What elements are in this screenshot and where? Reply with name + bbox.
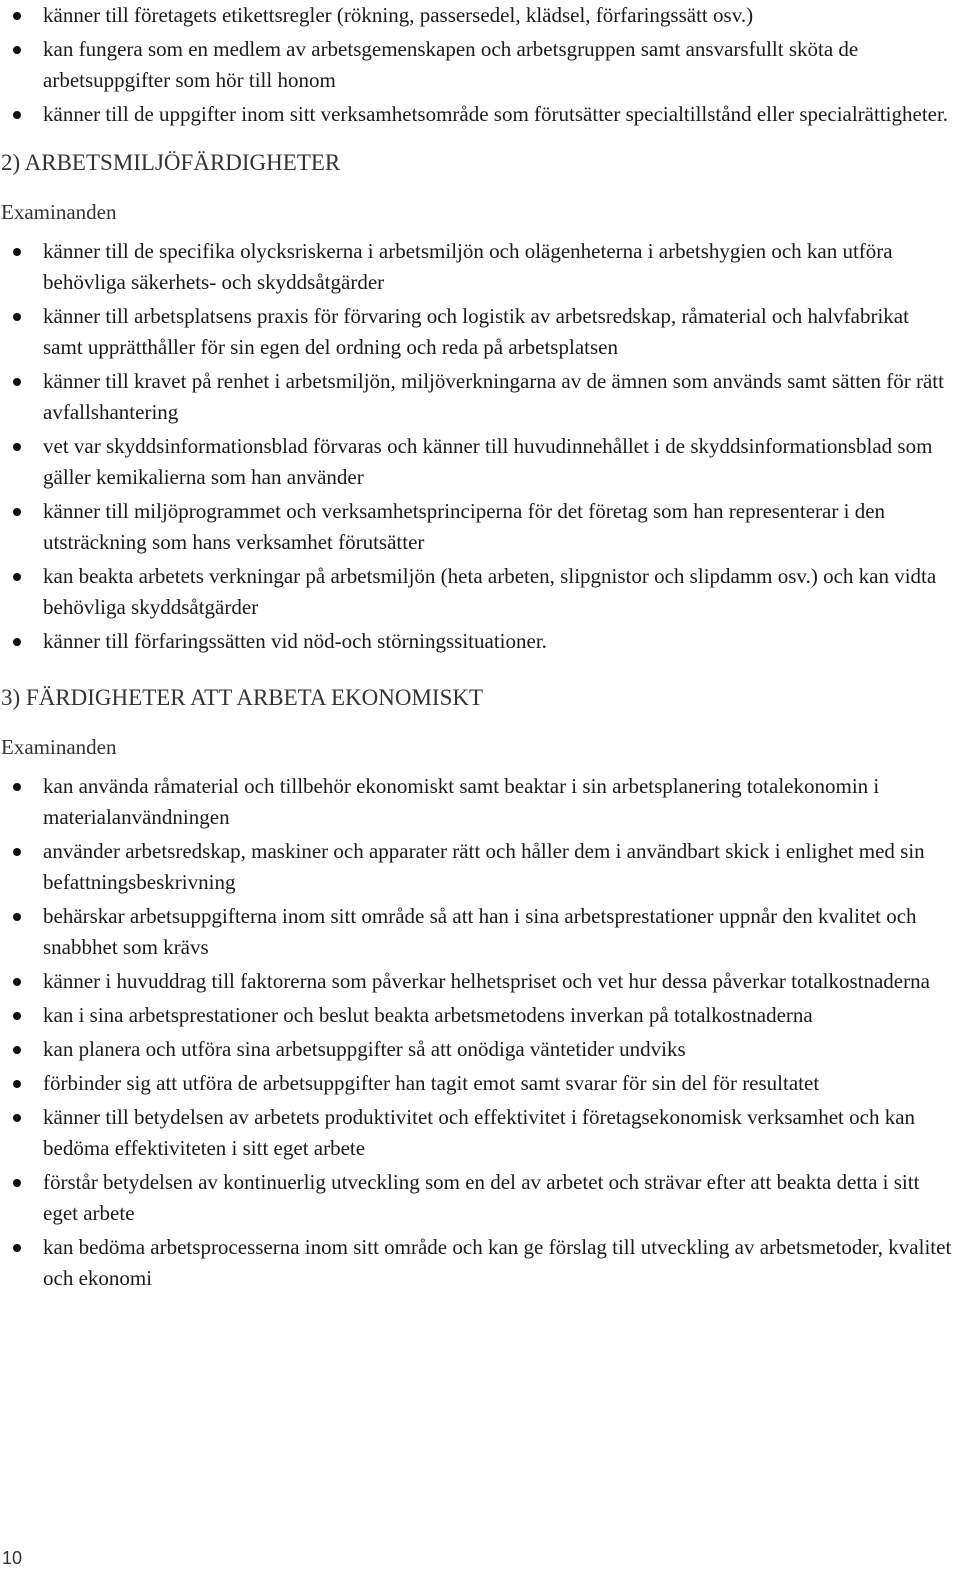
- list-item-text: känner i huvuddrag till faktorerna som påverkar helhetspriset och vet hur dessa påverkar totalkostnaderna: [43, 969, 930, 993]
- list-item-text: använder arbetsredskap, maskiner och apparater rätt och håller dem i användbart skick i enlighet med sin befattningsbeskrivning: [43, 839, 925, 894]
- bullet-icon: [13, 638, 21, 646]
- bullet-icon: [13, 783, 21, 791]
- list-item: [0, 836, 960, 898]
- list-item-text: behärskar arbetsuppgifterna inom sitt område så att han i sina arbetsprestationer uppnår den kvalitet och snabbhet som krävs: [43, 904, 917, 959]
- list-item-text: kan använda råmaterial och tillbehör ekonomiskt samt beaktar i sin arbetsplanering totalekonomin i materialanvändningen: [43, 774, 880, 829]
- list-item-text: känner till företagets etikettsregler (rökning, passersedel, klädsel, förfaringssätt osv.): [43, 3, 754, 27]
- list-item: [0, 0, 960, 31]
- list-item-text: förstår betydelsen av kontinuerlig utveckling som en del av arbetet och strävar efter att beakta detta i sitt eget arbete: [43, 1170, 920, 1225]
- list-item: [0, 901, 960, 963]
- list-item: [0, 366, 960, 428]
- bullet-icon: [13, 313, 21, 321]
- list-item: [0, 1102, 960, 1164]
- top-bullet-list: [0, 0, 960, 130]
- list-item: [0, 236, 960, 298]
- bullet-icon: [13, 913, 21, 921]
- bullet-icon: [13, 46, 21, 54]
- section-subheading: Examinanden: [1, 735, 117, 759]
- list-item-text: kan i sina arbetsprestationer och beslut beakta arbetsmetodens inverkan på totalkostnaderna: [43, 1003, 813, 1027]
- list-item: [0, 99, 960, 130]
- bullet-icon: [13, 1012, 21, 1020]
- list-item-text: känner till betydelsen av arbetets produktivitet och effektivitet i företagsekonomisk verksamhet och kan bedöma effektiviteten i sitt eget arbete: [43, 1105, 916, 1160]
- bullet-icon: [13, 978, 21, 986]
- bullet-icon: [13, 111, 21, 119]
- list-item-text: förbinder sig att utföra de arbetsuppgifter han tagit emot samt svarar för sin del för resultatet: [43, 1071, 820, 1095]
- section-subheading: Examinanden: [1, 200, 117, 224]
- list-item: [0, 1232, 960, 1294]
- bullet-icon: [13, 1046, 21, 1054]
- bullet-icon: [13, 443, 21, 451]
- bullet-icon: [13, 1179, 21, 1187]
- list-item: [0, 1000, 960, 1031]
- list-item: [0, 771, 960, 833]
- bullet-icon: [13, 12, 21, 20]
- list-item-text: kan fungera som en medlem av arbetsgemenskapen och arbetsgruppen samt ansvarsfullt sköta de arbetsuppgifter som hör till honom: [43, 37, 859, 92]
- list-item-text: känner till förfaringssätten vid nöd-och störningssituationer.: [43, 629, 547, 653]
- list-item-text: känner till miljöprogrammet och verksamhetsprinciperna för det företag som han representerar i den utsträckning som hans verksamhet förutsätter: [43, 499, 886, 554]
- bullet-icon: [13, 848, 21, 856]
- section-heading-ekonomiskt: 3) FÄRDIGHETER ATT ARBETA EKONOMISKT: [1, 685, 484, 710]
- list-item: [0, 561, 960, 623]
- page-number: 10: [2, 1548, 23, 1568]
- bullet-icon: [13, 248, 21, 256]
- list-item: [0, 1068, 960, 1099]
- bullet-icon: [13, 378, 21, 386]
- bullet-icon: [13, 508, 21, 516]
- bullet-icon: [13, 573, 21, 581]
- list-item: [0, 34, 960, 96]
- list-item: [0, 966, 960, 997]
- section-heading-arbetsmiljo: 2) ARBETSMILJÖFÄRDIGHETER: [1, 150, 341, 175]
- list-item: [0, 626, 960, 657]
- section3-bullet-list: [0, 771, 960, 1294]
- list-item: [0, 496, 960, 558]
- list-item: [0, 1034, 960, 1065]
- list-item-text: vet var skyddsinformationsblad förvaras och känner till huvudinnehållet i de skyddsinformationsblad som gäller kemikalierna som han använder: [43, 434, 933, 489]
- list-item-text: känner till kravet på renhet i arbetsmiljön, miljöverkningarna av de ämnen som används samt sätten för rätt avfallshantering: [43, 369, 944, 424]
- list-item: [0, 1167, 960, 1229]
- bullet-icon: [13, 1114, 21, 1122]
- list-item: [0, 431, 960, 493]
- bullet-icon: [13, 1080, 21, 1088]
- list-item-text: kan beakta arbetets verkningar på arbetsmiljön (heta arbeten, slipgnistor och slipdamm osv.) och kan vidta behövliga skyddsåtgärder: [43, 564, 937, 619]
- list-item: [0, 301, 960, 363]
- bullet-icon: [13, 1244, 21, 1252]
- section2-bullet-list: [0, 236, 960, 657]
- list-item-text: kan bedöma arbetsprocesserna inom sitt område och kan ge förslag till utveckling av arbetsmetoder, kvalitet och ekonomi: [43, 1235, 952, 1290]
- list-item-text: känner till de uppgifter inom sitt verksamhetsområde som förutsätter specialtillstånd eller specialrättigheter.: [43, 102, 949, 126]
- list-item-text: känner till arbetsplatsens praxis för förvaring och logistik av arbetsredskap, råmaterial och halvfabrikat samt upprätthåller för sin egen del ordning och reda på arbetsplatsen: [43, 304, 909, 359]
- list-item-text: kan planera och utföra sina arbetsuppgifter så att onödiga väntetider undviks: [43, 1037, 686, 1061]
- list-item-text: känner till de specifika olycksriskerna i arbetsmiljön och olägenheterna i arbetshygien och kan utföra behövliga säkerhets- och skyddsåtgärder: [43, 239, 893, 294]
